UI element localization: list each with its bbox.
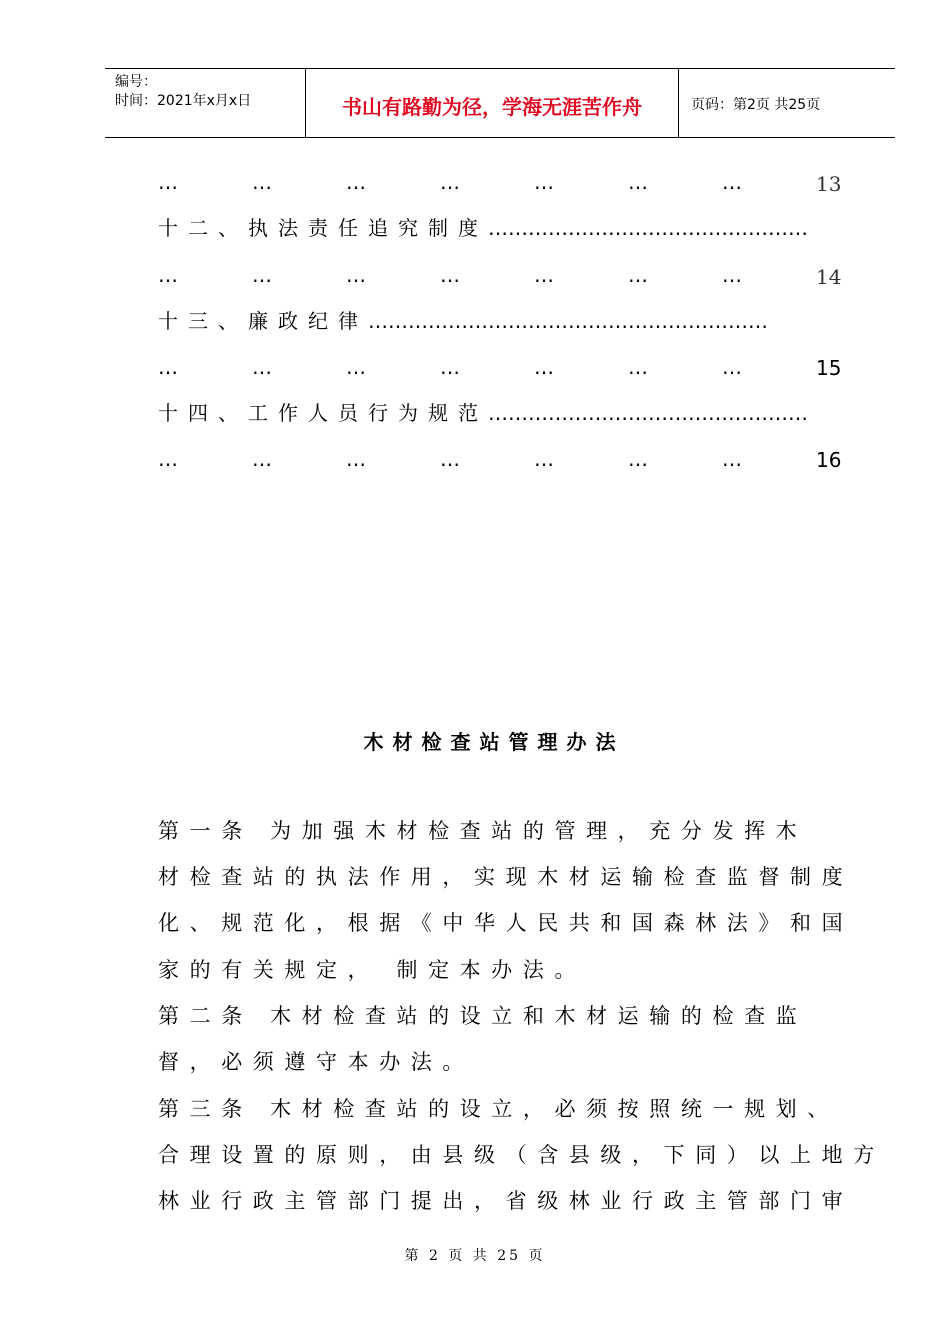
header-motto-cell xyxy=(306,69,679,137)
body-line: 第三条 木材检查站的设立，必须按照统一规划、 xyxy=(158,1097,839,1121)
body-line: 第一条 为加强木材检查站的管理，充分发挥木 xyxy=(158,819,808,843)
toc-leader-dots: … xyxy=(722,447,742,471)
toc-leader-dots: … xyxy=(534,263,554,287)
toc-entry-title: 十二、执法责任追究制度 xyxy=(158,216,488,240)
toc-leader-dots: … xyxy=(346,263,366,287)
toc-leader-dots: … xyxy=(158,355,178,379)
toc-leader-dots: … xyxy=(628,263,648,287)
toc-page-number: 14 xyxy=(816,265,842,289)
body-line: 材检查站的执法作用，实现木材运输检查监督制度 xyxy=(158,865,854,889)
page-header xyxy=(105,68,895,138)
toc-leader-dots: … xyxy=(628,447,648,471)
toc-page-number: 15 xyxy=(816,356,842,380)
toc-dots-row xyxy=(158,170,758,194)
toc-leader-dots: … xyxy=(628,170,648,194)
toc-entry-title: 十四、工作人员行为规范 xyxy=(158,401,488,425)
page-footer: 第 2 页 共 25 页 xyxy=(404,1248,546,1264)
toc-leader-dots: … xyxy=(722,355,742,379)
body-line: 合理设置的原则，由县级（含县级，下同）以上地方 xyxy=(158,1143,885,1167)
motto: 书山有路勤为径，学海无涯苦作舟 xyxy=(342,95,642,119)
body-line: 化、规范化，根据《中华人民共和国森林法》和国 xyxy=(158,911,854,935)
body-line: 林业行政主管部门提出，省级林业行政主管部门审 xyxy=(158,1189,854,1213)
page-label: 页码：第2页 共25页 xyxy=(691,97,821,113)
toc-leader-dots: … xyxy=(440,263,460,287)
toc-leader-dots: … xyxy=(534,355,554,379)
document-title: 木材检查站管理办法 xyxy=(363,730,625,754)
toc-page-number: 16 xyxy=(816,448,842,472)
toc-leader-dots: … xyxy=(158,447,178,471)
toc-leader-dots: … xyxy=(252,263,272,287)
toc-entry[interactable] xyxy=(158,401,808,425)
body-line: 第二条 木材检查站的设立和木材运输的检查监 xyxy=(158,1004,808,1028)
header-page-cell xyxy=(679,69,895,137)
toc-leader-dots: … xyxy=(722,170,742,194)
toc-leader-dots: … xyxy=(346,447,366,471)
toc-leader-dots: …………………………………………………… xyxy=(368,309,768,333)
toc-leader-dots: ………………………………………… xyxy=(488,216,808,240)
toc-leader-dots: … xyxy=(346,170,366,194)
toc-entry[interactable] xyxy=(158,216,808,240)
toc-leader-dots: … xyxy=(534,447,554,471)
body-line: 督，必须遵守本办法。 xyxy=(158,1050,474,1074)
toc-entry[interactable] xyxy=(158,309,768,333)
header-info-cell xyxy=(105,69,306,137)
toc-leader-dots: … xyxy=(440,447,460,471)
toc-leader-dots: … xyxy=(534,170,554,194)
toc-leader-dots: … xyxy=(722,263,742,287)
toc-leader-dots: … xyxy=(628,355,648,379)
toc-leader-dots: … xyxy=(252,447,272,471)
toc-leader-dots: … xyxy=(440,355,460,379)
toc-page-number: 13 xyxy=(816,172,842,196)
toc-leader-dots: … xyxy=(252,170,272,194)
toc-leader-dots: … xyxy=(440,170,460,194)
body-line: 家的有关规定， 制定本办法。 xyxy=(158,958,587,982)
toc-leader-dots: ………………………………………… xyxy=(488,401,808,425)
number-label: 编号： xyxy=(115,74,157,90)
toc-leader-dots: … xyxy=(158,263,178,287)
toc-leader-dots: … xyxy=(252,355,272,379)
toc-dots-row xyxy=(158,263,758,287)
toc-entry-title: 十三、廉政纪律 xyxy=(158,309,368,333)
toc-dots-row xyxy=(158,447,758,471)
toc-leader-dots: … xyxy=(346,355,366,379)
time-label: 时间：2021年x月x日 xyxy=(115,93,252,109)
toc-dots-row xyxy=(158,355,758,379)
toc-leader-dots: … xyxy=(158,170,178,194)
